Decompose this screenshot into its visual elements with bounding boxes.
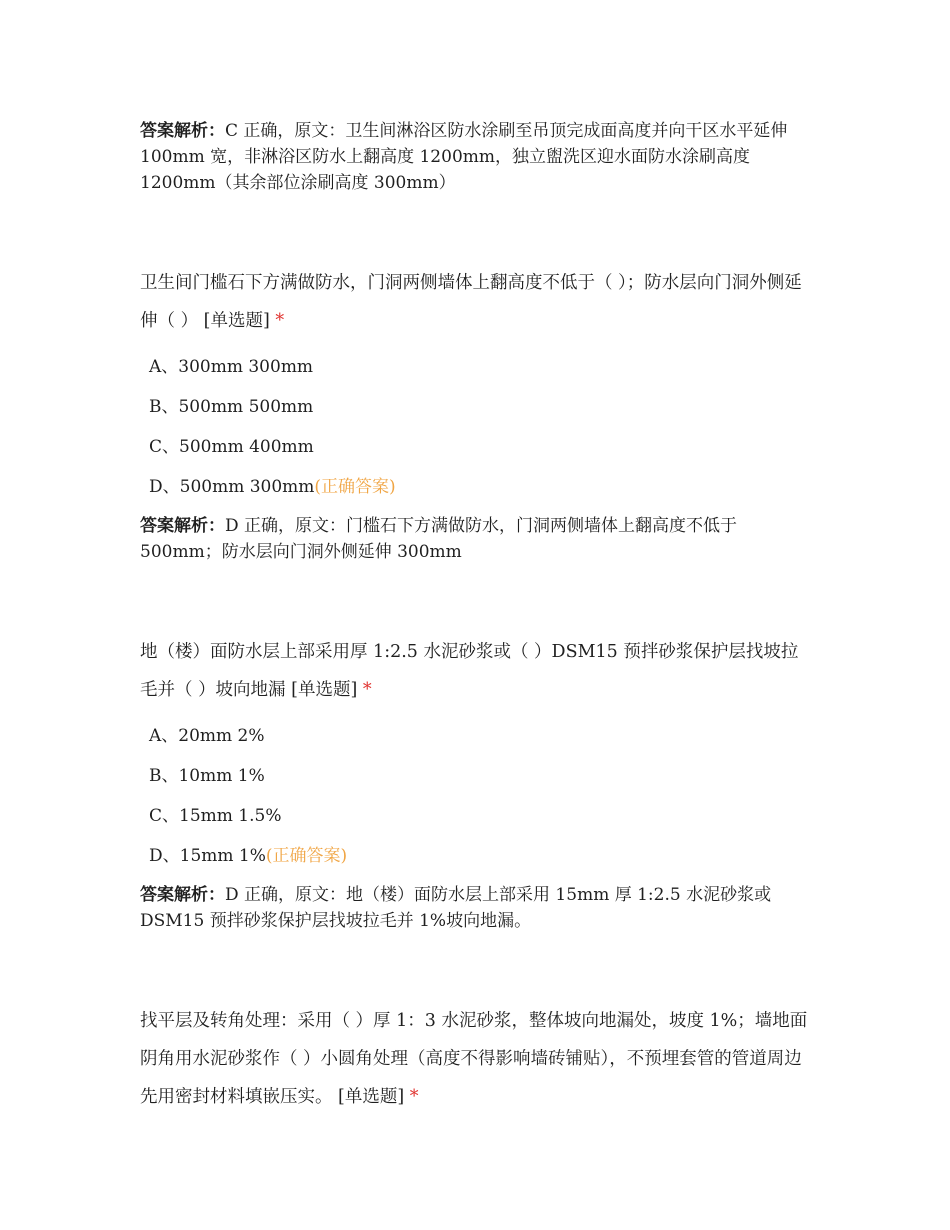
option-label: C、500mm 400mm <box>149 437 314 457</box>
question-1-option-b[interactable] <box>149 395 313 419</box>
answer-analysis-3 <box>140 882 812 934</box>
analysis-text: D 正确，原文：门槛石下方满做防水，门洞两侧墙体上翻高度不低于 500mm；防水层向门洞外侧延伸 300mm <box>140 516 738 562</box>
question-2-option-a[interactable] <box>149 724 265 748</box>
correct-answer-tag: (正确答案) <box>314 477 396 497</box>
question-2-option-c[interactable] <box>149 804 281 828</box>
question-1-option-a[interactable] <box>149 355 313 379</box>
question-text: 找平层及转角处理：采用（ ）厚 1：3 水泥砂浆，整体坡向地漏处，坡度 1%；墙地面阴角用水泥砂浆作（ ）小圆角处理（高度不得影响墙砖铺贴），不预埋套管的管道周边先用密封材料填嵌压实。 [单选题] <box>140 1011 808 1107</box>
required-mark: * <box>275 311 285 331</box>
question-1-option-c[interactable] <box>149 435 314 459</box>
analysis-text: D 正确，原文：地（楼）面防水层上部采用 15mm 厚 1:2.5 水泥砂浆或 DSM15 预拌砂浆保护层找坡拉毛并 1%坡向地漏。 <box>140 885 772 931</box>
required-mark: * <box>362 680 372 700</box>
question-2-option-b[interactable] <box>149 764 265 788</box>
answer-analysis-1 <box>140 118 812 196</box>
question-3-title <box>140 1002 812 1116</box>
question-2-option-d[interactable] <box>149 844 347 868</box>
correct-answer-tag: (正确答案) <box>265 846 348 866</box>
option-label: C、15mm 1.5% <box>149 806 282 826</box>
analysis-label: 答案解析： <box>140 885 225 905</box>
question-text: 卫生间门槛石下方满做防水，门洞两侧墙体上翻高度不低于（ ）；防水层向门洞外侧延伸（ ） [单选题] <box>140 273 802 331</box>
option-label: A、300mm 300mm <box>149 357 314 377</box>
question-text: 地（楼）面防水层上部采用厚 1:2.5 水泥砂浆或（ ）DSM15 预拌砂浆保护层找坡拉毛并（ ）坡向地漏 [单选题] <box>140 642 799 700</box>
option-label: D、15mm 1% <box>149 846 266 866</box>
analysis-text: C 正确，原文：卫生间淋浴区防水涂刷至吊顶完成面高度并向干区水平延伸 100mm 宽，非淋浴区防水上翻高度 1200mm，独立盥洗区迎水面防水涂刷高度 1200mm（其余部位涂刷高度 300mm） <box>140 121 788 193</box>
option-label: B、10mm 1% <box>149 766 265 786</box>
question-1-title <box>140 264 812 340</box>
option-label: A、20mm 2% <box>149 726 265 746</box>
question-1-option-d[interactable] <box>149 475 396 499</box>
option-label: B、500mm 500mm <box>149 397 314 417</box>
required-mark: * <box>409 1087 419 1107</box>
option-label: D、500mm 300mm <box>149 477 315 497</box>
question-2-title <box>140 633 812 709</box>
analysis-label: 答案解析： <box>140 516 225 536</box>
analysis-label: 答案解析： <box>140 121 225 141</box>
answer-analysis-2 <box>140 513 812 565</box>
